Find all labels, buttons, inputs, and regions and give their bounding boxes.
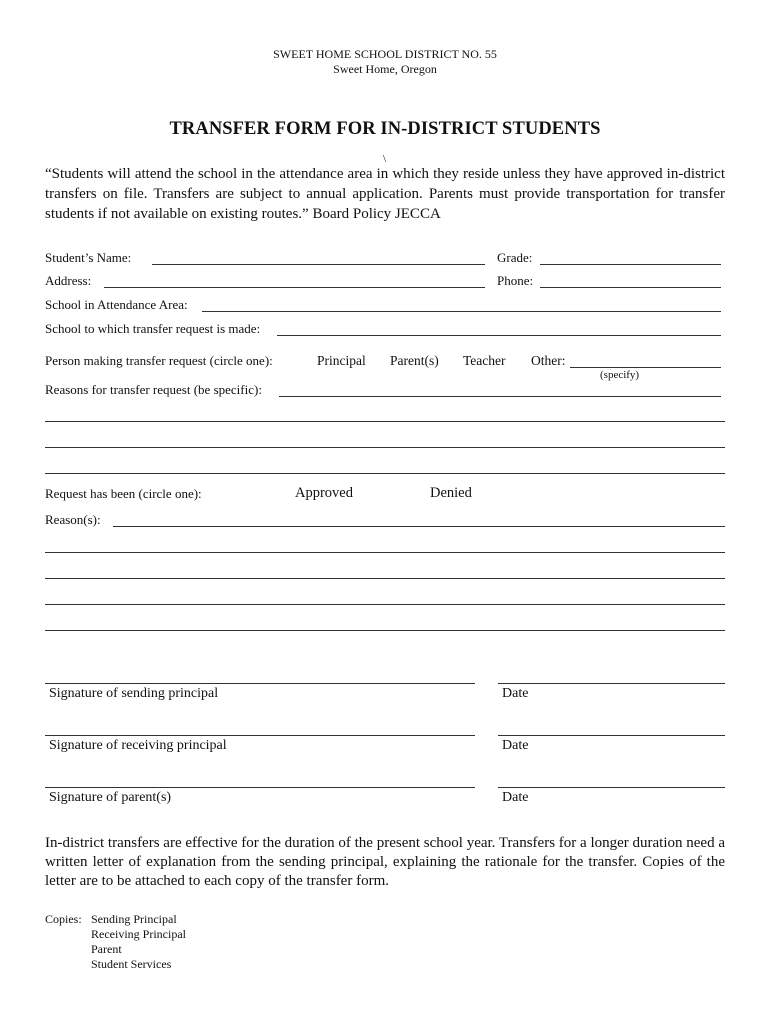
- receiving-principal-signature-label: Signature of receiving principal: [49, 738, 227, 753]
- sending-principal-signature-line[interactable]: [45, 683, 475, 684]
- school-attendance-area-field[interactable]: [202, 311, 721, 312]
- option-denied[interactable]: Denied: [430, 485, 472, 501]
- copies-recipient: Parent: [91, 942, 122, 956]
- specify-hint: (specify): [600, 369, 640, 381]
- sending-principal-signature-label: Signature of sending principal: [49, 686, 219, 701]
- option-other[interactable]: Other:: [531, 353, 566, 368]
- decision-reasons-line[interactable]: [45, 604, 725, 605]
- option-approved[interactable]: Approved: [295, 485, 353, 501]
- phone-field[interactable]: [540, 287, 721, 288]
- sending-principal-date-line[interactable]: [498, 683, 725, 684]
- district-location: Sweet Home, Oregon: [333, 62, 437, 76]
- option-teacher[interactable]: Teacher: [463, 353, 506, 368]
- reasons-request-field[interactable]: [279, 396, 721, 397]
- district-name: SWEET HOME SCHOOL DISTRICT NO. 55: [273, 47, 497, 61]
- reasons-request-label: Reasons for transfer request (be specific):: [45, 382, 262, 397]
- decision-reasons-line[interactable]: [45, 578, 725, 579]
- address-label: Address:: [45, 273, 92, 288]
- copies-label: Copies:: [45, 912, 82, 926]
- form-title: TRANSFER FORM FOR IN-DISTRICT STUDENTS: [169, 119, 601, 139]
- address-field[interactable]: [104, 287, 485, 288]
- option-principal[interactable]: Principal: [317, 353, 366, 368]
- copies-recipient: Receiving Principal: [91, 927, 186, 941]
- copies-recipient: Student Services: [91, 957, 172, 971]
- decision-reasons-label: Reason(s):: [45, 512, 101, 527]
- decision-reasons-field[interactable]: [113, 526, 725, 527]
- parent-signature-line[interactable]: [45, 787, 475, 788]
- footer-note: In-district transfers are effective for the duration of the present school year. Transfers for a longer duration need a written letter of explanation from the sending principal, explaining the rationale for the transfer. Copies of the letter are to be attached to each copy of the transfer form.: [45, 835, 725, 889]
- reasons-request-line[interactable]: [45, 421, 725, 422]
- reasons-request-line[interactable]: [45, 447, 725, 448]
- receiving-principal-signature-line[interactable]: [45, 735, 475, 736]
- grade-field[interactable]: [540, 264, 721, 265]
- student-name-field[interactable]: [152, 264, 485, 265]
- grade-label: Grade:: [497, 250, 533, 265]
- school-attendance-area-label: School in Attendance Area:: [45, 297, 188, 312]
- stray-mark: \: [383, 153, 387, 165]
- sending-principal-date-label: Date: [502, 686, 529, 701]
- parent-date-label: Date: [502, 790, 529, 805]
- parent-signature-label: Signature of parent(s): [49, 790, 172, 805]
- option-parents[interactable]: Parent(s): [390, 353, 439, 368]
- receiving-principal-date-line[interactable]: [498, 735, 725, 736]
- policy-quote: “Students will attend the school in the attendance area in which they reside unless they have approved in-district transfers on file. Transfers are subject to annual application. Parents must provide transportation for transfer students if not available on existing routes.” Board Policy JECCA: [45, 166, 725, 222]
- parent-date-line[interactable]: [498, 787, 725, 788]
- receiving-principal-date-label: Date: [502, 738, 529, 753]
- decision-label: Request has been (circle one):: [45, 486, 202, 501]
- phone-label: Phone:: [497, 273, 534, 288]
- person-requesting-label: Person making transfer request (circle one):: [45, 353, 273, 368]
- copies-list: [91, 912, 186, 972]
- school-requested-label: School to which transfer request is made:: [45, 321, 261, 336]
- school-requested-field[interactable]: [277, 335, 721, 336]
- student-name-label: Student’s Name:: [45, 250, 132, 265]
- decision-reasons-line[interactable]: [45, 630, 725, 631]
- other-specify-field[interactable]: [570, 367, 721, 368]
- copies-recipient: Sending Principal: [91, 912, 177, 926]
- decision-reasons-line[interactable]: [45, 552, 725, 553]
- reasons-request-line[interactable]: [45, 473, 725, 474]
